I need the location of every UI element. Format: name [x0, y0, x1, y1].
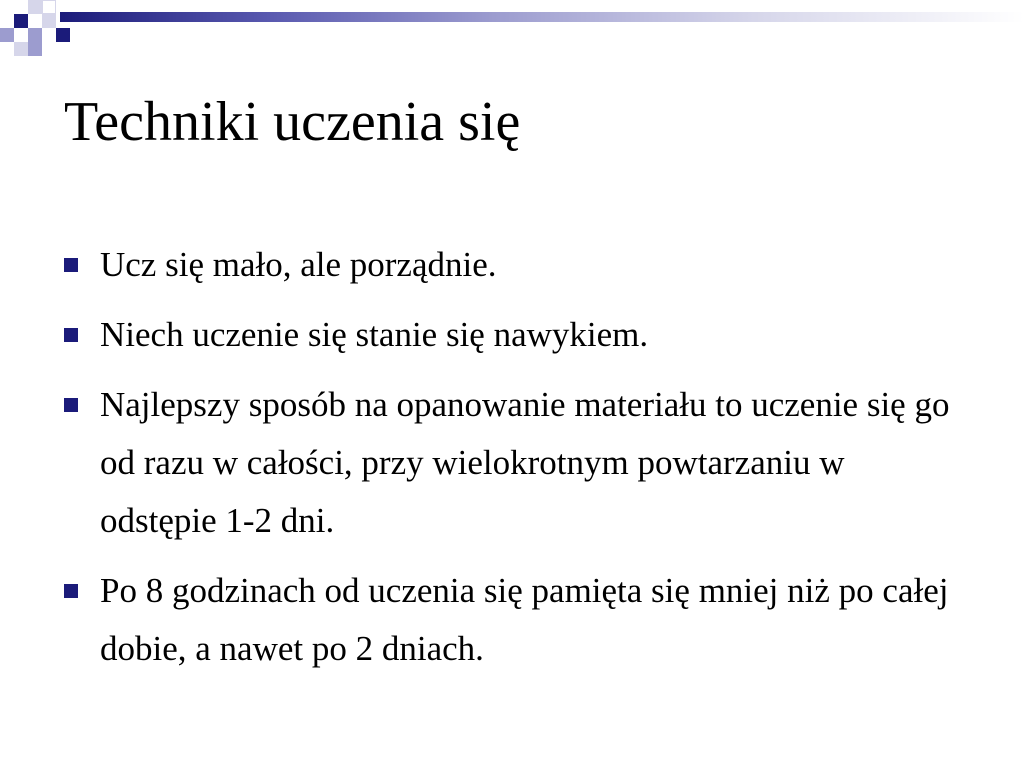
- list-item: [64, 376, 964, 550]
- header-gradient-bar: [60, 12, 1024, 22]
- list-item: [64, 236, 964, 294]
- decor-square: [42, 0, 56, 14]
- decor-square: [0, 28, 14, 42]
- slide-title: Techniki uczenia się: [64, 91, 521, 153]
- decor-square: [42, 14, 56, 28]
- bullet-text: Niech uczenie się stanie się nawykiem.: [100, 315, 649, 354]
- square-bullet-icon: [64, 328, 78, 342]
- bullet-text: Po 8 godzinach od uczenia się pamięta się mniej niż po całej dobie, a nawet po 2 dniach.: [100, 571, 949, 668]
- decor-square: [14, 14, 28, 28]
- decor-square: [14, 42, 28, 56]
- bullet-list: [64, 236, 964, 690]
- decor-square: [56, 28, 70, 42]
- square-bullet-icon: [64, 398, 78, 412]
- bullet-text: Najlepszy sposób na opanowanie materiału to uczenie się go od razu w całości, przy wielokrotnym powtarzaniu w odstępie 1-2 dni.: [100, 385, 950, 540]
- square-bullet-icon: [64, 584, 78, 598]
- bullet-text: Ucz się mało, ale porządnie.: [100, 245, 497, 284]
- decor-square: [28, 28, 42, 42]
- list-item: [64, 306, 964, 364]
- header-decoration: [0, 0, 1024, 70]
- decor-square: [28, 0, 42, 14]
- list-item: [64, 562, 964, 678]
- square-bullet-icon: [64, 258, 78, 272]
- decor-square: [28, 42, 42, 56]
